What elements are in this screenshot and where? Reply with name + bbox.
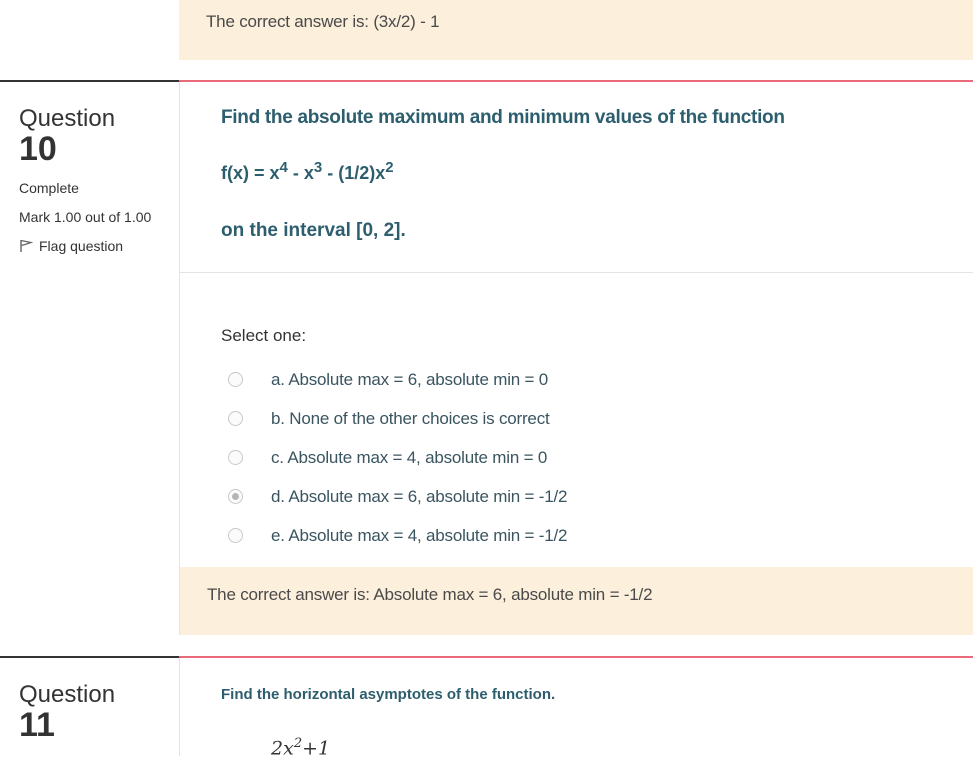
radio-option-a[interactable]	[228, 372, 243, 387]
answer-option-d[interactable]	[221, 477, 567, 516]
flag-question-label: Flag question	[39, 238, 124, 254]
question-11-info	[19, 682, 169, 742]
question-text: Find the horizontal asymptotes of the function.	[221, 686, 556, 703]
question-11-content	[179, 658, 973, 759]
select-one-prompt: Select one:	[221, 326, 307, 345]
question-grade: Mark 1.00 out of 1.00	[19, 209, 152, 225]
radio-option-e[interactable]	[228, 528, 243, 543]
question-text	[221, 107, 785, 242]
answer-option-b[interactable]	[221, 399, 567, 438]
question-label: Question	[19, 105, 116, 132]
math-expression: $2x^2+1$	[271, 736, 331, 759]
option-label[interactable]: d. Absolute max = 6, absolute min = -1/2	[271, 486, 568, 506]
answer-option-c[interactable]	[221, 438, 567, 477]
option-label[interactable]: c. Absolute max = 4, absolute min = 0	[271, 447, 548, 467]
correct-answer-text: The correct answer is: Absolute max = 6, absolute min = -1/2	[207, 585, 653, 604]
question-10-content	[179, 82, 973, 635]
previous-feedback-text: The correct answer is: (3x/2) - 1	[206, 12, 440, 31]
question-separator	[180, 272, 973, 273]
question-10-info	[19, 106, 169, 254]
flag-question-link[interactable]	[19, 238, 169, 254]
radio-option-c[interactable]	[228, 450, 243, 465]
question-label: Question	[19, 681, 116, 708]
radio-option-d[interactable]	[228, 489, 243, 504]
question-number: 10	[19, 130, 57, 168]
answer-option-a[interactable]	[221, 360, 567, 399]
question-divider-left	[0, 80, 179, 82]
radio-option-b[interactable]	[228, 411, 243, 426]
question-state: Complete	[19, 180, 79, 196]
flag-icon	[19, 239, 33, 253]
question-number: 11	[19, 706, 55, 744]
correct-answer-feedback	[180, 567, 973, 635]
question-interval: on the interval [0, 2].	[221, 220, 406, 241]
question-text-line: Find the absolute maximum and minimum values of the function	[221, 107, 785, 128]
answer-options	[221, 326, 567, 555]
question-function: $f(x) = x^4 - x^3 - (1/2)x^2$	[221, 159, 394, 183]
question-divider-left	[0, 656, 179, 658]
option-label[interactable]: a. Absolute max = 6, absolute min = 0	[271, 369, 549, 389]
previous-feedback-box	[179, 0, 973, 60]
option-label[interactable]: b. None of the other choices is correct	[271, 408, 550, 428]
answer-option-e[interactable]	[221, 516, 567, 555]
option-label[interactable]: e. Absolute max = 4, absolute min = -1/2	[271, 525, 568, 545]
